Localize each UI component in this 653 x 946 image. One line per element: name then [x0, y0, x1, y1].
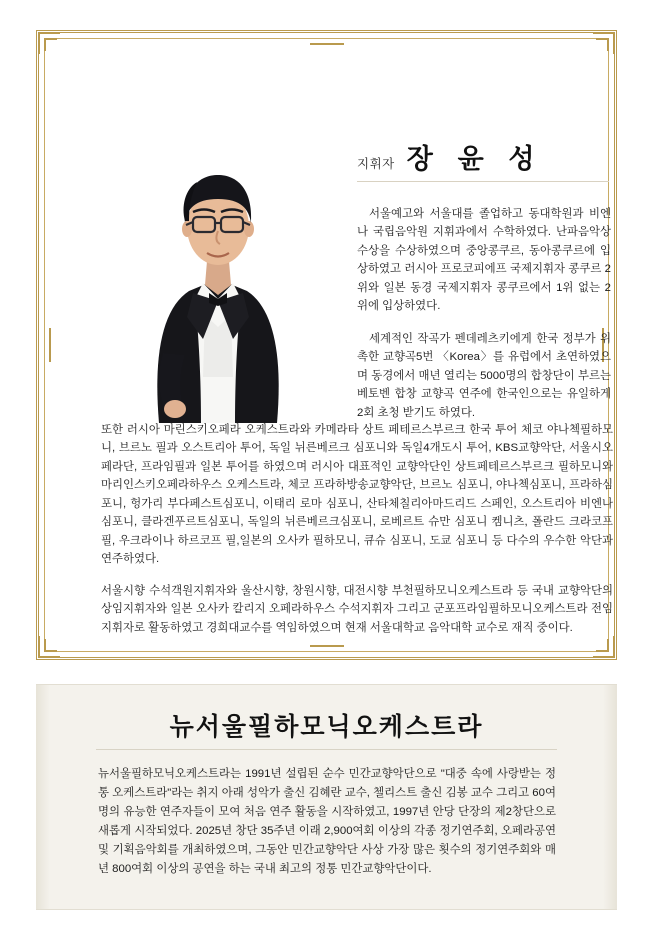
orchestra-title: 뉴서울필하모닉오케스트라: [169, 714, 484, 741]
conductor-role-label: 지휘자: [357, 157, 395, 171]
orchestra-panel: [36, 684, 617, 910]
conductor-bio-paragraph-4: 서울시향 수석객원지휘자와 울산시향, 창원시향, 대전시향 부천필하모니오케스트라 등 국내 교향악단의 상임지휘자와 일본 오사카 칼리지 오페라하우스 수석지휘자 그리고 군포프라임필하모니오케스트라 전임지휘자로 활동하였고 경희대교수를 역임하였으며 현재 서울대학교 음악대학 교수로 재직 중이다.: [101, 584, 613, 634]
conductor-photo: [123, 103, 313, 423]
conductor-bio-paragraph-3: 또한 러시아 마린스키오페라 오케스트라와 카메라타 상트 페테르스부르크 한국 투어 체코 야나첵필하모니, 브르노 필과 오스트리아 투어, 독일 뉘른베르크 심포니와 독일4개도시 투어, KBS교향악단, 서울시오페라단, 프라임필과 일본 투어를 하였으며 러시아 대표적인 교향악단인 상트페테르스부르크 필하모니와 마리인스키오페라하우스 오케스트라, 체코 프라하방송교향악단, 브르노 심포니, 야나첵심포니, 프라하심포니, 헝가리 부다페스트심포니, 이태리 로마 심포니, 산타체칠리아마드리드 스페인, 오스트리아 비엔나 심포니, 클라겐푸르트심포니, 독일의 뉘른베르크심포니, 로베르트 슈만 심포니 켐니츠, 폴란드 크라코프필, 우크라이나 하르코프 필,일본의 오사카 필하모니, 큐슈 심포니, 도쿄 심포니 등 다수의 우수한 악단과 연주하였다.: [101, 424, 613, 566]
ornament-corner-bottom-left: [38, 632, 64, 658]
ornament-mid-top: [310, 43, 344, 45]
name-divider: [357, 181, 609, 182]
conductor-bio-paragraph-1: 서울예고와 서울대를 졸업하고 동대학원과 비엔나 국립음악원 지휘과에서 수학하였다. 난파음악상 수상을 수상하였으며 중앙콩쿠르, 동아콩쿠르에 입상하였고 러시아 프로코피에프 국제지휘자 콩쿠르 2위와 일본 동경 국제지휘자 콩쿠르에서 1위 없는 2위에 입상하였다.: [357, 208, 611, 313]
conductor-bio-paragraph-2: 세계적인 작곡가 펜데레츠키에게 한국 정부가 위촉한 교향곡5번 〈Korea〉를 유럽에서 초연하였으며 동경에서 매년 열리는 5000명의 합창단이 부르는 베토벤 합창 교향곡 연주에 한국인으로는 유일하게 2회 초청 받기도 하였다.: [357, 332, 611, 419]
conductor-bio-full: [101, 421, 613, 650]
ornament-mid-left: [49, 328, 51, 362]
conductor-name-row: [357, 137, 607, 176]
orchestra-description: 뉴서울필하모닉오케스트라는 1991년 설립된 순수 민간교향악단으로 "대중 속에 사랑받는 정통 오케스트라"라는 취지 아래 성악가 출신 김혜란 교수, 첼리스트 출신 김봉 교수 그리고 60여명의 유능한 연주자들이 모여 처음 연주 활동을 시작하였고, 1997년 안당 단장의 제2창단으로 새롭게 시작되었다. 2025년 창단 35주년 이래 2,900여회 이상의 각종 정기연주회, 오페라공연 및 기획음악회를 개최하였으며, 그동안 민간교향악단 사상 가장 많은 횟수의 정기연주회와 매년 800여회 이상의 공연을 하는 국내 최고의 정통 민간교향악단이다.: [98, 768, 556, 875]
conductor-name: 장 윤 성: [406, 144, 544, 174]
conductor-panel: [36, 30, 617, 660]
orchestra-body: [98, 765, 556, 879]
ornament-corner-top-right: [589, 32, 615, 58]
ornament-corner-top-left: [38, 32, 64, 58]
orchestra-divider: [96, 749, 557, 750]
conductor-bio-right: [357, 205, 611, 436]
